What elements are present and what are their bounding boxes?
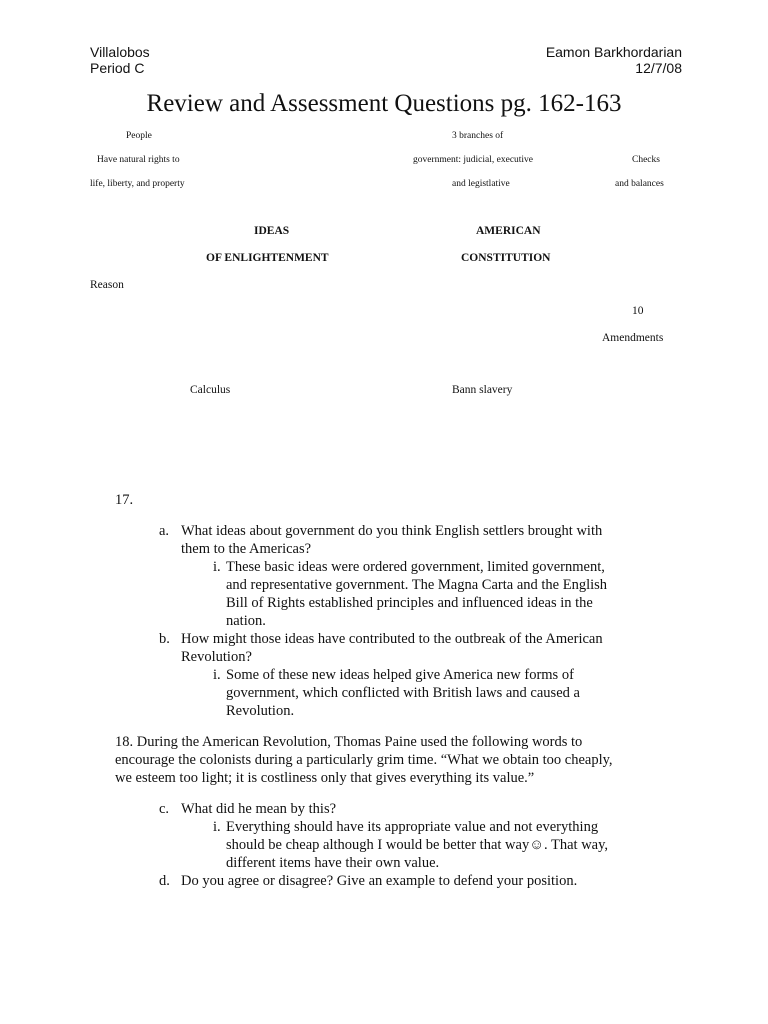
question-17b-line1: How might those ideas have contributed to the outbreak of the American: [181, 631, 603, 647]
question-18c-marker: c.: [159, 801, 170, 817]
diagram-checks-line1: Checks: [632, 155, 660, 165]
answer-17b-line1: Some of these new ideas helped give America new forms of: [226, 667, 574, 683]
question-17a-line1: What ideas about government do you think English settlers brought with: [181, 523, 603, 539]
diagram-reason-label: Reason: [90, 279, 124, 291]
student-name: Villalobos: [90, 44, 150, 60]
diagram-branches-line3: and legistlative: [452, 179, 510, 189]
question-18d-marker: d.: [159, 873, 170, 889]
diagram-american-heading-line2: CONSTITUTION: [461, 252, 551, 264]
diagram-people-label: People: [126, 131, 152, 141]
answer-17b-line2: government, which conflicted with British laws and caused a: [226, 685, 580, 701]
document-date: 12/7/08: [635, 60, 682, 76]
question-18d-line1: Do you agree or disagree? Give an example to defend your position.: [181, 873, 578, 889]
question-17a-line2: them to the Americas?: [181, 541, 312, 557]
diagram-ideas-heading-line1: IDEAS: [254, 225, 290, 237]
diagram-checks-line2: and balances: [615, 179, 664, 189]
diagram-slavery-label: Bann slavery: [452, 384, 513, 396]
diagram-american-heading-line1: AMERICAN: [476, 225, 541, 237]
answer-18c-line2: should be cheap although I would be better that way☺. That way,: [226, 837, 609, 853]
answer-17b-line3: Revolution.: [226, 703, 295, 719]
page-title: Review and Assessment Questions pg. 162-163: [146, 90, 622, 117]
diagram-amendments-label: Amendments: [602, 332, 664, 344]
answer-17a-line2: and representative government. The Magna Carta and the English: [226, 577, 608, 593]
answer-17a-marker: i.: [213, 559, 221, 575]
question-17b-line2: Revolution?: [181, 649, 252, 665]
author-name: Eamon Barkhordarian: [545, 44, 682, 60]
question-18-line2: encourage the colonists during a particularly grim time. “What we obtain too cheaply,: [115, 752, 613, 768]
answer-18c-line1: Everything should have its appropriate value and not everything: [226, 819, 599, 835]
question-17a-marker: a.: [159, 523, 170, 539]
answer-18c-line3: different items have their own value.: [226, 855, 440, 871]
question-17b-marker: b.: [159, 631, 170, 647]
answer-17a-line1: These basic ideas were ordered government, limited government,: [226, 559, 605, 575]
question-18-line3: we esteem too light; it is costliness only that gives everything its value.”: [115, 770, 535, 786]
diagram-amendments-number: 10: [632, 305, 644, 317]
diagram-calculus-label: Calculus: [190, 384, 231, 396]
diagram-branches-line1: 3 branches of: [452, 131, 504, 141]
class-period: Period C: [90, 60, 145, 76]
question-18-line1: 18. During the American Revolution, Thomas Paine used the following words to: [115, 734, 583, 750]
diagram-natural-rights-line2: life, liberty, and property: [90, 179, 185, 189]
question-18c-line1: What did he mean by this?: [181, 801, 337, 817]
answer-18c-marker: i.: [213, 819, 221, 835]
question-17-number: 17.: [115, 492, 134, 508]
diagram-ideas-heading-line2: OF ENLIGHTENMENT: [206, 252, 329, 264]
answer-17a-line4: nation.: [226, 613, 266, 629]
answer-17a-line3: Bill of Rights established principles and influenced ideas in the: [226, 595, 593, 611]
diagram-branches-line2: government: judicial, executive: [413, 155, 534, 165]
diagram-natural-rights-line1: Have natural rights to: [97, 155, 180, 165]
answer-17b-marker: i.: [213, 667, 221, 683]
